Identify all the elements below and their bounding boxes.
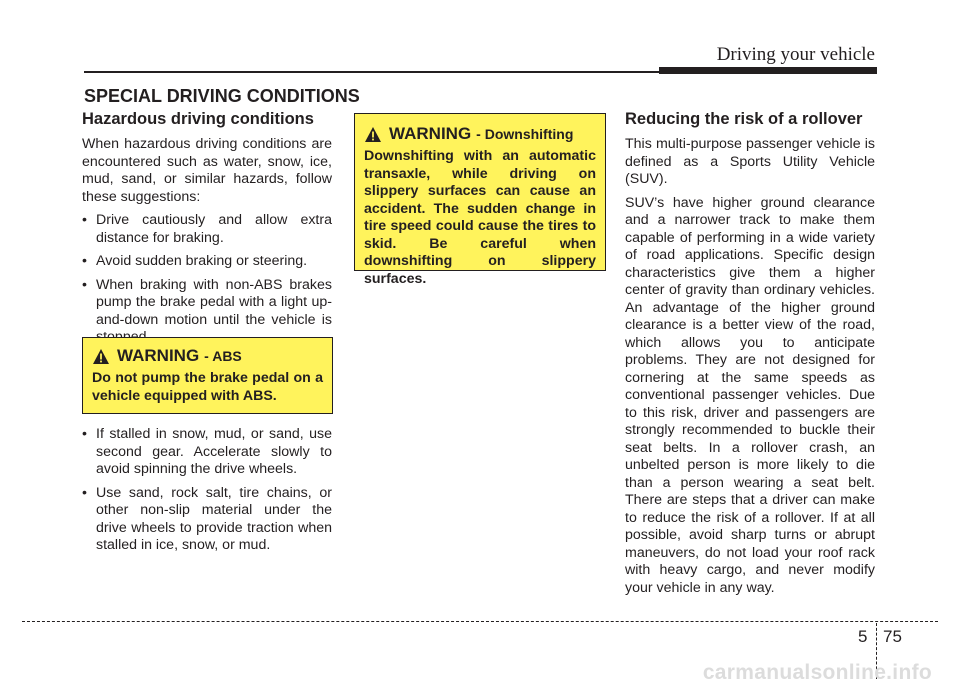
list-item: • If stalled in snow, mud, or sand, use second gear. Accelerate slowly to avoid spinning the drive wheels. <box>82 426 332 479</box>
page-number: 75 <box>883 627 902 646</box>
warning-body: Do not pump the brake pedal on a vehicle equipped with ABS. <box>92 370 323 404</box>
chapter-number: 5 <box>858 627 868 646</box>
warning-title: WARNING <box>389 124 472 143</box>
warning-header <box>92 346 323 366</box>
footer-rule <box>22 621 938 622</box>
warning-header <box>364 124 596 144</box>
warning-box-abs <box>82 337 333 414</box>
warning-icon <box>364 126 382 143</box>
rollover-para-1: This multi-purpose passenger vehicle is defined as a Sports Utility Vehicle (SUV). <box>625 136 875 187</box>
section-title: SPECIAL DRIVING CONDITIONS <box>84 86 360 106</box>
header-title: Driving your vehicle <box>716 44 875 65</box>
warning-box-downshifting <box>354 113 606 287</box>
heading-rollover: Reducing the risk of a rollover <box>625 110 863 128</box>
column-hazardous-continued <box>82 426 332 561</box>
rollover-para-2: SUV’s have higher ground clearance and a narrower track to make them capable of performing in a wide variety of road applications. Specific design characteristics give them a higher center of gravity than ordinary vehicles. An advantage of the higher ground clearance is a better view of the road, which allows you to anticipate problems. They are not designed for cornering at the same speeds as conventional passenger vehicles. Due to this risk, driver and passengers are strongly recommended to buckle their seat belts. In a rollover crash, an unbelted person is more likely to die than a person wearing a seat belt. There are steps that a driver can make to reduce the risk of a rollover. If at all possible, avoid sharp turns or abrupt maneuvers, do not load your roof rack with heavy cargo, and never modify your vehicle in any way. <box>625 194 875 596</box>
warning-subtitle: - Downshifting <box>476 126 574 142</box>
header-bar <box>659 67 877 74</box>
column-hazardous <box>82 110 332 353</box>
warning-subtitle: - ABS <box>204 348 242 364</box>
column-rollover <box>625 110 875 603</box>
list-item: • Use sand, rock salt, tire chains, or other non-slip material under the drive wheels to provide traction when stalled in ice, snow, or mud. <box>82 485 332 555</box>
list-item: • Avoid sudden braking or steering. <box>82 253 332 271</box>
warning-icon <box>92 348 110 365</box>
list-item: • When braking with non-ABS brakes pump the brake pedal with a light up-and-down motion until the vehicle is <box>82 277 332 347</box>
list-item: • Drive cautiously and allow extra distance for braking. <box>82 212 332 247</box>
heading-hazardous: Hazardous driving conditions <box>82 110 314 128</box>
warning-title: WARNING <box>117 346 200 365</box>
header-rule <box>84 71 659 73</box>
warning-body: Downshifting with an automatic transaxle, while driving on slippery surfaces can cause an accident. The sudden change in tire speed could cause the tires to skid. Be careful when downshifting on slippery surfaces. <box>364 148 596 287</box>
hazardous-intro: When hazardous driving conditions are encountered such as water, snow, ice, mud, sand, or similar hazards, follow these suggestions: <box>82 136 332 205</box>
watermark: carmanualsonline.info <box>702 661 932 684</box>
